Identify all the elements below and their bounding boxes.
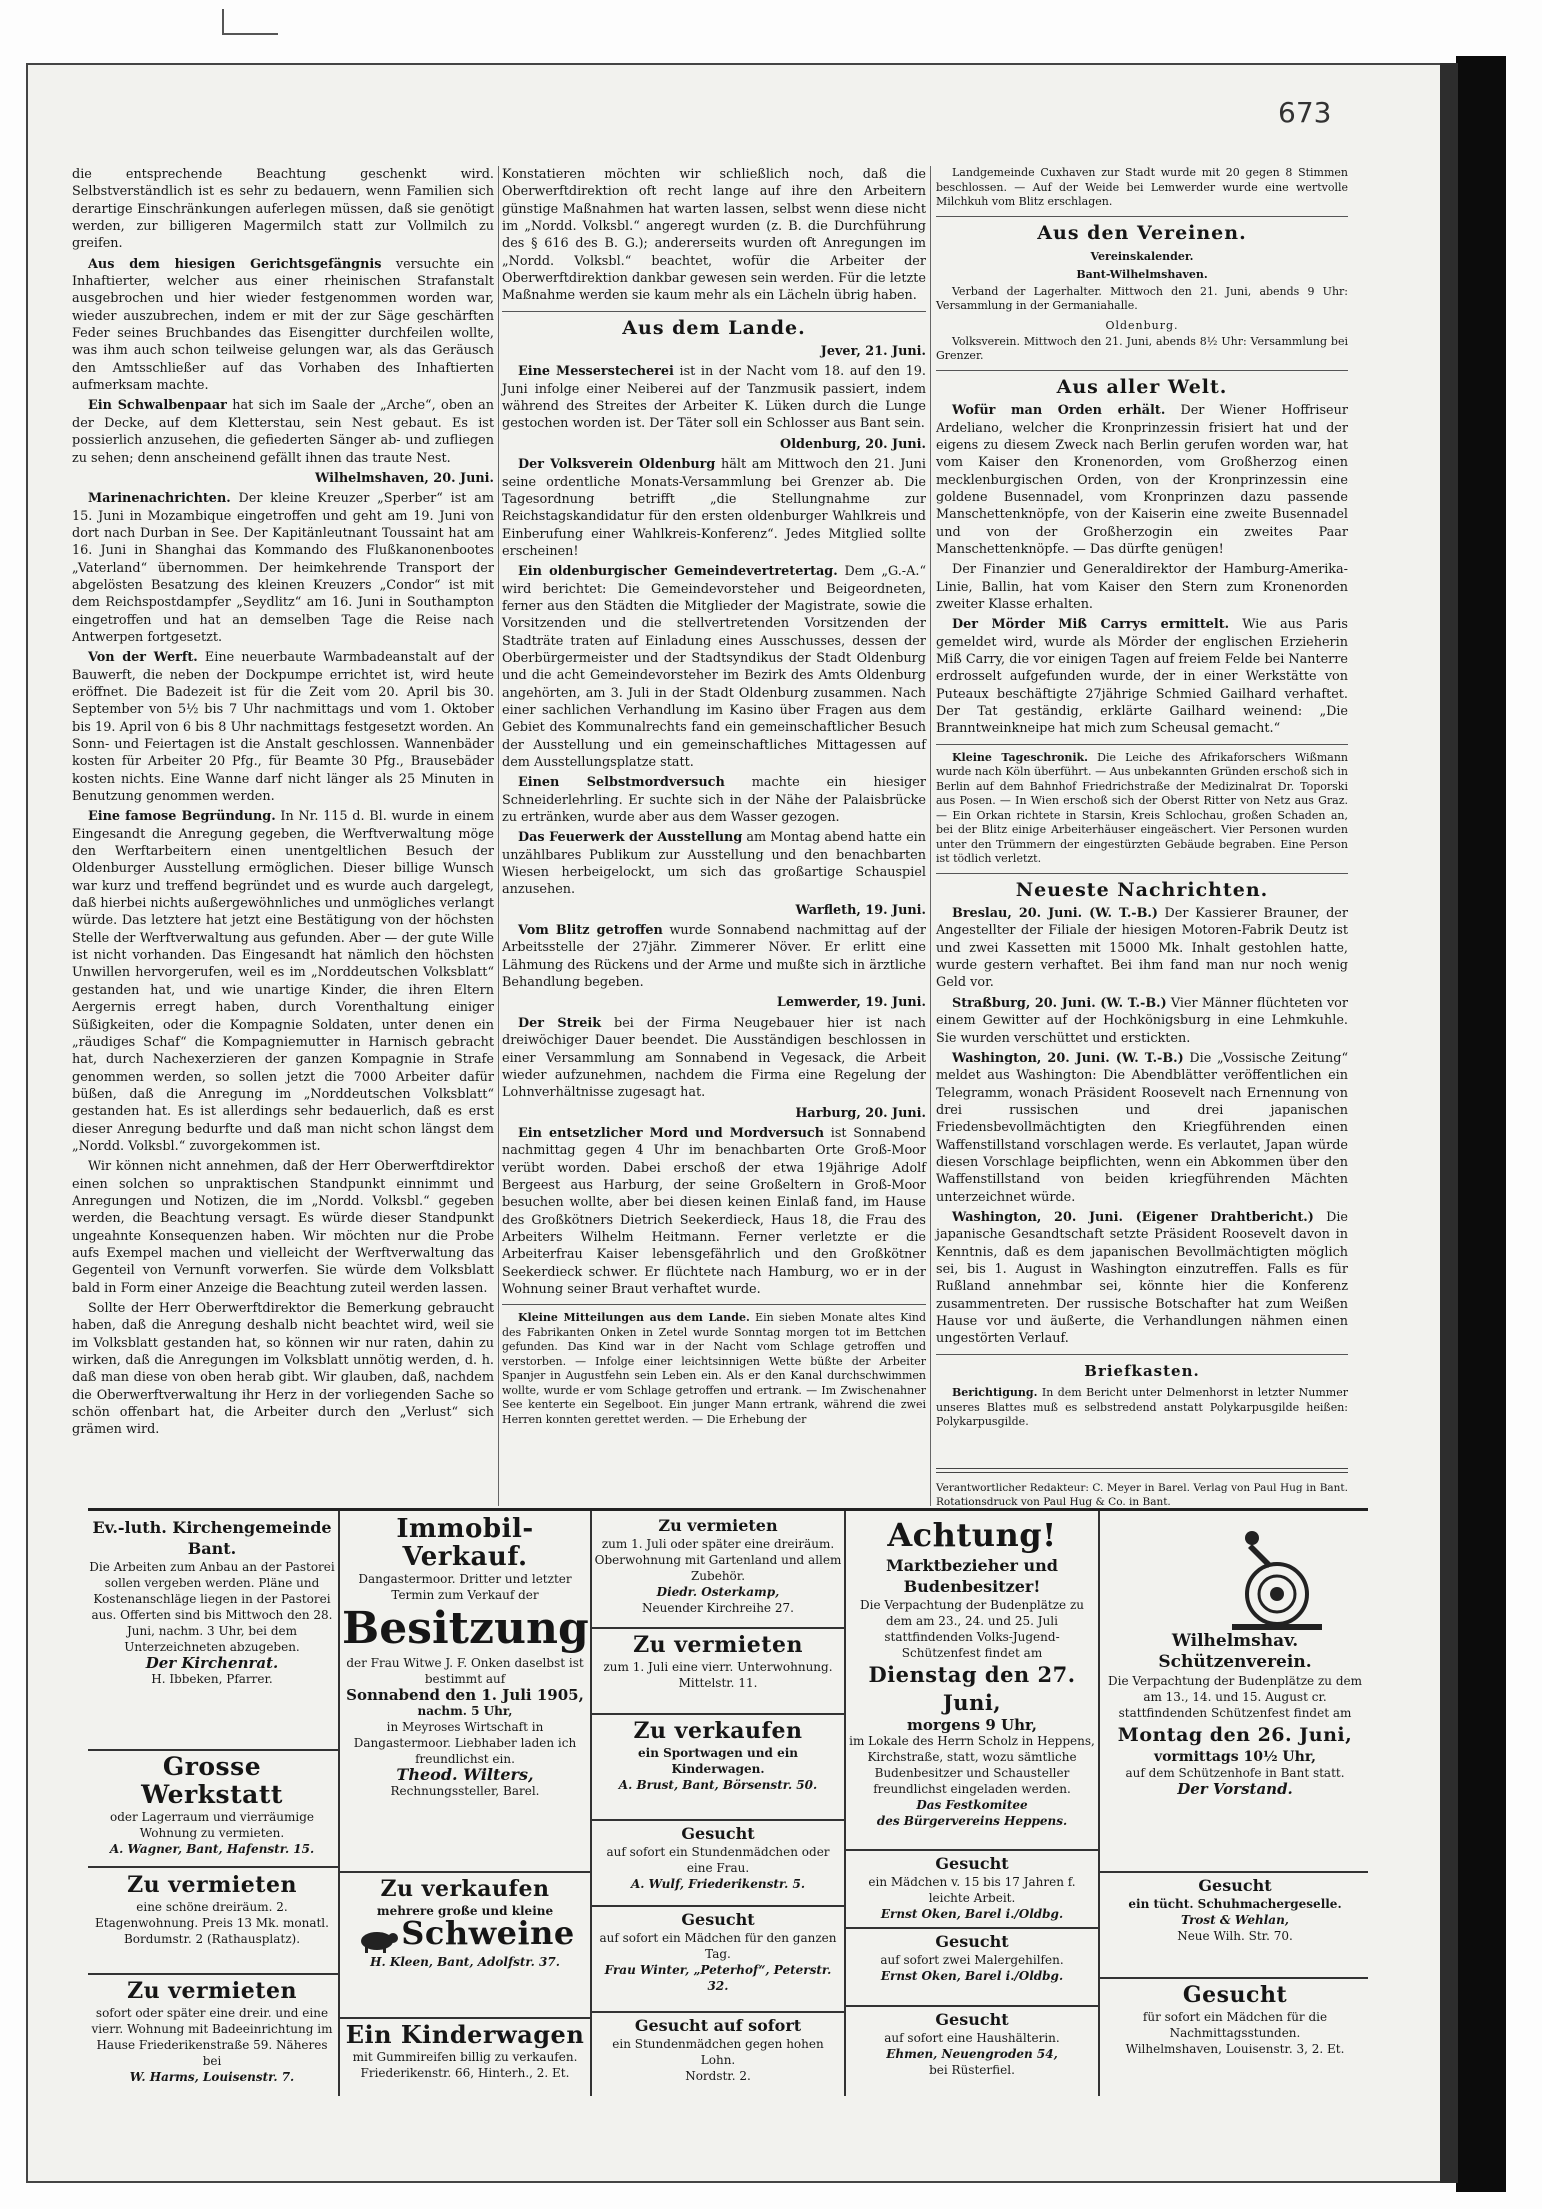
article-famos: Eine famose Begründung. In Nr. 115 d. Bl. wurde in einem Eingesandt die Anregung gegeben, die Werftverwaltung möge den Werftarbeitern einen unentgeltlichen Besuch der Oldenburger Ausstellung ermöglichen. Dieser billige Wunsch war kurz und treffend begründet und es wurde auch dargelegt, daß hierbei nichts außergewöhnliches und unmögliches verlangt würde. Das letztere hat jetzt eine Bestätigung von der höchsten Stelle der Werftverwaltung aus gefunden. Aber — der gute Wille ist nicht vorhanden. Das Eingesandt hat nämlich den höchsten Unwillen hervorgerufen, weil es im „Norddeutschen Volksblatt“ gestanden hat, und wie unartige Kinder, die ihren Eltern Aergernis erregt haben, durch Vorenthaltung einiger Süßigkeiten, oder die Kompagnie Soldaten, unter denen ein „räudiges Schaf“ die Kompagniemutter in Harnisch gebracht hat, durch Nachexerzieren der ganzen Kompagnie in Strafe genommen werden, so sollen jetzt die 7000 Arbeiter dafür büßen, daß die Anregung im „Norddeutschen Volksblatt“ gestanden hat. Es ist allerdings sehr bedauerlich, daß es erst dieser Anregung bedurfte und daß man nicht schon längst dem „Nordd. Volksbl.“ zuvorgekommen ist. bbox=[72, 809, 495, 1154]
ad-divider bbox=[1100, 1977, 1368, 1979]
ad-immobil-verkauf: Immobil-Verkauf. Dangastermoor. Dritter und letzter Termin zum Verkauf der Besitzung der Frau Witwe J. F. Onken daselbst ist bestimmt auf Sonnabend den 1. Juli 1905, nachm. 5 Uhr, in Meyroses Wirtschaft in Dangastermoor. Liebhaber laden ich freundlichst ein. Theod. Wilters, Rechnungssteller, Barel. bbox=[342, 1514, 589, 1798]
ad-vermieten-4: Zu vermieten zum 1. Juli eine vierr. Unterwohnung. Mittelstr. 11. bbox=[603, 1632, 833, 1690]
ad-divider bbox=[846, 2005, 1098, 2007]
ad-divider bbox=[846, 1849, 1098, 1851]
article-kleine-mitteilungen: Kleine Mitteilungen aus dem Lande. Ein sieben Monate altes Kind des Fabrikanten Onken in Zetel wurde Sonntag morgen tot im Bettchen gefunden. Das Kind war in der Nacht vom Schlage getroffen und verstorben. — Infolge einer leichtsinnigen Wette büßte der Arbeiter Spanjer in Augustfehn sein Leben ein. Als er den Kanal durchschwimmen wollte, wurde er vom Schlage getroffen und ertrank. — Im Zwischenahner See kenterte ein Segelboot. Ein junger Mann ertrank, während die zwei Herren konnten gerettet werden. — Die Erhebung der bbox=[502, 1311, 926, 1426]
article-strassburg: Straßburg, 20. Juni. (W. T.-B.) Vier Männer flüchteten vor einem Gewitter auf der Hochkönigsburg in eine Lehmkuhle. Sie wurden verschüttet und erstickten. bbox=[936, 995, 1348, 1046]
dateline: Warfleth, 19. Juni. bbox=[795, 902, 926, 918]
section-heading: Aus aller Welt. bbox=[1056, 375, 1228, 398]
ad-vermieten-1: Zu vermieten eine schöne dreiräum. 2. Etagenwohnung. Preis 13 Mk. monatl. Bordumstr. 2 (Rathausplatz). bbox=[95, 1872, 329, 1946]
ad-vermieten-3: Zu vermieten zum 1. Juli oder später eine dreiräum. Oberwohnung mit Gartenland und allem Zubehör. Diedr. Osterkamp, Neuender Kirchreihe 27. bbox=[594, 1516, 842, 1615]
paragraph: Sollte der Herr Oberwerftdirektor die Bemerkung gebraucht haben, daß die Anregung deshalb nicht beachtet wird, weil sie im Volksblatt gestanden hat, so können wir nur raten, dahin zu wirken, daß die Anregungen im Volksblatt unnötig werden, d. h. daß man diese von oben herab gibt. Wir glauben, daß, nachdem die Oberwerftverwaltung ihr Herz in der vorliegenden Sache so schön offenbart hat, die Arbeiter durch den „Verlust“ sich grämen wird. bbox=[72, 1301, 494, 1438]
article-streik: Der Streik bei der Firma Neugebauer hier ist nach dreiwöchiger Dauer beendet. Die Ausständigen beschlossen in einer Versammlung am Sonnabend in Vegesack, die Arbeit wieder aufzunehmen, nachdem die Firma eine Regelung der Lohnverhältnisse zugesagt hat. bbox=[502, 1015, 926, 1101]
page-number: 673 bbox=[1278, 96, 1332, 129]
paragraph: Der Finanzier und Generaldirektor der Hamburg-Amerika-Linie, Ballin, hat vom Kaiser den Stern zum Kronenorden zweiter Klasse erhalten. bbox=[936, 562, 1348, 612]
article-washington-1: Washington, 20. Juni. (W. T.-B.) Die „Vossische Zeitung“ meldet aus Washington: Die Abendblätter veröffentlichen ein Telegramm, wonach Präsident Roosevelt nach Ernennung von drei russischen und drei japanischen Friedensbevollmächtigten den Kriegführenden einen Waffenstillstand vorschlagen werde. Es verlautet, Japan würde diesen Vorschlage beipflichten, wenn ein Abkommen über den Waffenstillstand von beiden kriegführenden Mächten unterzeichnet würde. bbox=[936, 1050, 1348, 1205]
ad-gesucht-2: Gesucht auf sofort ein Mädchen für den ganzen Tag. Frau Winter, „Peterhof“, Peterstr. 32. bbox=[599, 1910, 837, 1993]
section-heading: Aus den Vereinen. bbox=[1037, 221, 1247, 244]
ad-achtung: Achtung! Marktbezieher und Budenbesitzer! Die Verpachtung der Budenplätze zu dem am 23., 24. und 25. Juli stattfindenden Volks-Jugend-Schützenfest findet am Dienstag den 27. Juni, morgens 9 Uhr, im Lokale des Herrn Scholz in Heppens, Kirchstraße, statt, wozu sämtliche Budenbesitzer und Schausteller freundlichst eingeladen werden. Das Festkomitee des Bürgervereins Heppens. bbox=[849, 1516, 1095, 1828]
article-berichtigung: Berichtigung. In dem Bericht unter Delmenhorst in letzter Nummer unseres Blattes muß es selbstredend anstatt Polykarpusgilde heißen: Polykarpusgilde. bbox=[936, 1386, 1348, 1429]
article-volksverein: Der Volksverein Oldenburg hält am Mittwoch den 21. Juni seine ordentliche Monats-Versammlung bei Grenzer ab. Die Tagesordnung betrifft „die Stellungnahme zur Reichstagskandidatur für den ersten oldenburger Wahlkreis und Einberufung einer Wahlkreis-Konferenz“. Jedes Mitglied sollte erscheinen! bbox=[502, 457, 926, 559]
divider bbox=[502, 311, 926, 312]
pencil-mark bbox=[222, 9, 278, 35]
article-gemeinde: Ein oldenburgischer Gemeindevertretertag. Dem „G.-A.“ wird berichtet: Die Gemeindevorsteher und Beigeordneten, ferner aus den Städten die Mitglieder der Magistrate, sowie die Vorsitzenden und die stellvertretenden Vorsitzenden der Stadträte traten auf Einladung eines Ausschusses, dessen der Oberbürgermeister und der Stadtsyndikus der Stadt Oldenburg und die acht Gemeindevorsteher im Bezirk des Amts Oldenburg angehörten, am 3. Juli in der Stadt Oldenburg zusammen. Nach einer sachlichen Verhandlung im Kasino über Fragen aus dem Gebiet des Kommunalrechts fand ein gemeinschaftlicher Besuch der Ausstellung und ein gemeinschaftliches Mittagessen auf dem Ausstellungsplatze statt. bbox=[502, 564, 926, 770]
section-heading: Briefkasten. bbox=[1084, 1361, 1200, 1380]
ad-divider bbox=[88, 1973, 338, 1975]
dateline: Jever, 21. Juni. bbox=[820, 344, 926, 360]
ad-gesucht-6: Gesucht auf sofort eine Haushälterin. Ehmen, Neuengroden 54, bei Rüsterfiel. bbox=[884, 2010, 1060, 2077]
listing: Volksverein. Mittwoch den 21. Juni, abends 8½ Uhr: Versammlung bei Grenzer. bbox=[936, 334, 1348, 363]
divider bbox=[936, 744, 1348, 745]
divider bbox=[936, 873, 1348, 874]
ad-divider bbox=[88, 1866, 338, 1868]
ad-gesucht-8: Gesucht für sofort ein Mädchen für die Nachmittagsstunden. Wilhelmshaven, Louisenstr. 3, 2. Et. bbox=[1125, 1982, 1345, 2056]
ad-divider bbox=[88, 1749, 338, 1751]
divider bbox=[936, 1354, 1348, 1355]
column-rule bbox=[498, 166, 499, 1506]
ad-kinderwagen: Ein Kinderwagen mit Gummireifen billig zu verkaufen. Friederikenstr. 66, Hinterh., 2. Et. bbox=[345, 2020, 585, 2080]
page-shadow bbox=[1440, 63, 1458, 2183]
ad-gesucht-4: Gesucht ein Mädchen v. 15 bis 17 Jahren f. leichte Arbeit. Ernst Oken, Barel i./Oldbg. bbox=[868, 1854, 1076, 1921]
dateline: Oldenburg, 20. Juni. bbox=[780, 436, 926, 452]
ad-gesucht-7: Gesucht ein tücht. Schuhmachergeselle. Trost & Wehlan, Neue Wilh. Str. 70. bbox=[1128, 1876, 1342, 1943]
ad-divider bbox=[592, 1819, 844, 1821]
ad-divider bbox=[340, 1871, 590, 1873]
paragraph: Wir können nicht annehmen, daß der Herr Oberwerftdirektor einen solchen so unpraktischen Standpunkt einnimmt und Anregungen und Notizen, die im „Nordd. Volksbl.“ gegeben werden, die Beachtung versagt. Es würde dieser Standpunkt ungeahnte Konsequenzen haben. Wir möchten nur die Probe aufs Exempel machen und vielleicht der Werftverwaltung das Gegenteil von Vernunft vorwerfen. Sie würde dem Volksblatt bald in Form einer Anzeige die Beachtung zuteil werden lassen. bbox=[72, 1159, 494, 1296]
section-heading: Neueste Nachrichten. bbox=[1015, 878, 1269, 901]
ad-divider bbox=[592, 1627, 844, 1629]
column-1 bbox=[72, 166, 494, 1442]
column-rule bbox=[930, 166, 931, 1506]
ad-divider bbox=[846, 1927, 1098, 1929]
ad-divider bbox=[592, 2011, 844, 2013]
divider bbox=[502, 1304, 926, 1305]
ad-divider bbox=[592, 1905, 844, 1907]
advertisements bbox=[88, 1508, 1368, 2096]
dateline: Harburg, 20. Juni. bbox=[795, 1105, 926, 1121]
article-schwalben: Ein Schwalbenpaar hat sich im Saale der „Arche“, oben an der Decke, auf dem Kletterstau, sein Nest gebaut. Es ist possierlich anzusehen, die gefiederten Sänger ab- und zufliegen zu sehen; denn anscheinend gefällt ihnen das traute Nest. bbox=[72, 398, 494, 466]
paragraph: Landgemeinde Cuxhaven zur Stadt wurde mit 20 gegen 8 Stimmen beschlossen. — Auf der Weide bei Lemwerder wurde eine wertvolle Milchkuh vom Blitz erschlagen. bbox=[936, 166, 1348, 208]
ad-divider bbox=[1100, 1871, 1368, 1873]
ad-divider bbox=[340, 2017, 590, 2019]
article-marine: Marinenachrichten. Der kleine Kreuzer „Sperber“ ist am 15. Juni in Mozambique eingetroffen und geht am 19. Juni von dort nach Durban in See. Der Kapitänleutnant Toussaint hat am 16. Juni in Shanghai das Kommando des Flußkanonenbootes „Vaterland“ übernommen. Der heimkehrende Transport der abgelösten Besatzung des kleinen Kreuzers „Condor“ ist mit dem Reichspostdampfer „Seydlitz“ am 16. Juni in Southampton eingetroffen und hat an demselben Tage die Reise nach Antwerpen fortgesetzt. bbox=[72, 491, 494, 645]
article-messer: Eine Messerstecherei ist in der Nacht vom 18. auf den 19. Juni infolge einer Neiberei auf der Tanzmusik passiert, indem während des Streites der Arbeiter K. Lüken durch die Lunge gestochen worden ist. Der Täter soll ein Schlosser aus Bant sein. bbox=[502, 364, 926, 432]
listing: Verband der Lagerhalter. Mittwoch den 21. Juni, abends 9 Uhr: Versammlung in der Germaniahalle. bbox=[936, 284, 1348, 313]
ad-werkstatt: Grosse Werkstatt oder Lagerraum und vierräumige Wohnung zu vermieten. A. Wagner, Bant, Hafenstr. 15. bbox=[109, 1752, 315, 1856]
ad-gesucht-3: Gesucht auf sofort ein Stundenmädchen gegen hohen Lohn. Nordstr. 2. bbox=[612, 2016, 824, 2083]
article-selbstmord: Einen Selbstmordversuch machte ein hiesiger Schneiderlehrling. Er suchte sich in der Nähe der Palaisbrücke zu ertränken, wurde aber aus dem Wasser gezogen. bbox=[502, 775, 926, 826]
subheading: Vereinskalender. bbox=[1090, 249, 1194, 263]
divider bbox=[936, 216, 1348, 217]
section-heading: Aus dem Lande. bbox=[622, 316, 806, 339]
subheading: Bant-Wilhelmshaven. bbox=[1076, 268, 1208, 282]
divider bbox=[936, 1468, 1348, 1473]
article-werft: Von der Werft. Eine neuerbaute Warmbadeanstalt auf der Bauwerft, die neben der Dockpumpe errichtet ist, wird heute eröffnet. Die Badezeit ist für die Zeit vom 20. April bis 30. September von 5½ bis 7 Uhr nachmittags und vom 1. Oktober bis 19. April von 6 bis 8 Uhr nachmittags festgesetzt worden. An Sonn- und Feiertagen ist die Anstalt geschlossen. Wannenbäder kosten für Arbeiter 20 Pfg., für Beamte 30 Pfg., Brausebäder kosten nichts. Eine Wanne darf nicht länger als 25 Minuten in Benutzung genommen werden. bbox=[72, 650, 495, 805]
ad-schuetzenverein: Wilhelmshav. Schützenverein. Die Verpachtung der Budenplätze zu dem am 13., 14. und 15. August cr. stattfindenden Schützenfest findet am Montag den 26. Juni, vormittags 10½ Uhr, auf dem Schützenhofe in Bant statt. Der Vorstand. bbox=[1108, 1631, 1362, 1798]
ad-verkaufen-2: Zu verkaufen ein Sportwagen und ein Kinderwagen. A. Brust, Bant, Börsenstr. 50. bbox=[618, 1718, 818, 1792]
ad-gesucht-1: Gesucht auf sofort ein Stundenmädchen oder eine Frau. A. Wulf, Friederikenstr. 5. bbox=[606, 1824, 830, 1891]
subheading: Oldenburg. bbox=[1105, 318, 1179, 332]
imprint: Verantwortlicher Redakteur: C. Meyer in Barel. Verlag von Paul Hug in Bant. Rotationsdruck von Paul Hug & Co. in Bant. bbox=[936, 1460, 1348, 1509]
ad-gesucht-5: Gesucht auf sofort zwei Malergehilfen. Ernst Oken, Barel i./Oldbg. bbox=[880, 1932, 1064, 1983]
divider bbox=[936, 370, 1348, 371]
column-2 bbox=[502, 166, 926, 1430]
article-blitz: Vom Blitz getroffen wurde Sonnabend nachmittag auf der Arbeitsstelle der 27jähr. Zimmerer Növer. Er erlitt eine Lähmung des Rückens und der Arme und mußte sich in ärztliche Behandlung begeben. bbox=[502, 923, 926, 991]
column-3 bbox=[936, 166, 1348, 1433]
ad-schweine: Zu verkaufen mehrere große und kleine Schweine H. Kleen, Bant, Adolfstr. 37. bbox=[342, 1875, 588, 2015]
ad-kirchengemeinde: Ev.-luth. Kirchengemeinde Bant. Die Arbeiten zum Anbau an der Pastorei sollen vergeben werden. Pläne und Kostenanschläge liegen in der Pastorei aus. Offerten sind bis Mittwoch den 28. Juni, nachm. 3 Uhr, bei dem Unterzeichneten abzugeben. Der Kirchenrat. H. Ibbeken, Pfarrer. bbox=[89, 1518, 335, 1686]
article-gefaengnis: Aus dem hiesigen Gerichtsgefängnis versuchte ein Inhaftierter, welcher aus einer rheinischen Strafanstalt ausgebrochen und hier wieder festgenommen worden war, wieder auszubrechen, indem er mit der zur Säge geschärften Feder seines Bruchbandes das Eisengitter durchfeilen wollte, was ihm auch schon teilweise gelungen war, als das Geräusch den Amtsschließer auf das Vorhaben des Inhaftierten aufmerksam machte. bbox=[72, 256, 494, 394]
ad-divider bbox=[844, 1511, 846, 2096]
shooter-emblem-icon bbox=[1222, 1524, 1332, 1634]
article-orden: Wofür man Orden erhält. Der Wiener Hoffriseur Ardeliano, welcher die Kronprinzessin frisiert hat und der eigens zu diesem Zweck nach Berlin gerufen worden war, hat vom Kaiser den Kronenorden, vom Großherzog einen mecklenburgischen Orden, von der Kronprinzessin eine goldene Busennadel, vom Kronprinzen dazu passende Manschettenknöpfe, von der Kaiserin eine zweite Busennadel und von der Großherzogin ein zweites Paar Manschettenknöpfe. — Das dürfte genügen! bbox=[936, 403, 1348, 557]
ad-divider bbox=[592, 1713, 844, 1715]
dateline: Wilhelmshaven, 20. Juni. bbox=[314, 470, 494, 486]
article-feuerwerk: Das Feuerwerk der Ausstellung am Montag abend hatte ein unzählbares Publikum zur Ausstellung und den benachbarten Wiesen herbeigelockt, um sich das großartige Schauspiel anzusehen. bbox=[502, 830, 926, 898]
article-carry: Der Mörder Miß Carrys ermittelt. Wie aus Paris gemeldet wird, wurde als Mörder der englischen Erzieherin Miß Carry, die vor einigen Tagen auf freiem Felde bei Nanterre erdrosselt aufgefunden wurde, der in einer Werkstätte von Puteaux beschäftigte 27jährige Schmied Gailhard verhaftet. Der Tat geständig, erklärte Gailhard weinend: „Die Branntweinkneipe hat mich zum Scheusal gemacht.“ bbox=[936, 617, 1348, 737]
pig-icon bbox=[355, 1928, 401, 1954]
ad-divider bbox=[338, 1511, 340, 2096]
article-tageschronik: Kleine Tageschronik. Die Leiche des Afrikaforschers Wißmann wurde nach Köln überführt. — Aus unbekannten Gründen erschoß sich in Berlin auf dem Bahnhof Friedrichstraße der Medizinalrat Dr. Toporski aus Posen. — In Wien erschoß sich der Oberst Ritter von Netz aus Graz. — Ein Orkan richtete in Starsin, Kreis Schlochau, großen Schaden an, bei der Blitz einige Arbeiterhäuser eingeäschert. Vier Personen wurden unter den Trümmern der eingestürzten Gebäude begraben. Eine Person ist tödlich verletzt. bbox=[936, 750, 1349, 866]
paragraph: die entsprechende Beachtung geschenkt wird. Selbstverständlich ist es sehr zu bedauern, wenn Familien sich derartige Einschränkungen auferlegen müssen, daß sie genötigt werden, zur billigeren Magermilch statt zur Vollmilch zu greifen. bbox=[72, 167, 494, 252]
ad-vermieten-2: Zu vermieten sofort oder später eine dreir. und eine vierr. Wohnung mit Badeeinrichtung im Hause Friederikenstraße 59. Näheres bei W. Harms, Louisenstr. 7. bbox=[91, 1978, 333, 2084]
article-mord: Ein entsetzlicher Mord und Mordversuch ist Sonnabend nachmittag gegen 4 Uhr im benachbarten Orte Groß-Moor verübt worden. Dabei erschoß der etwa 19jährige Adolf Bergeest aus Harburg, der seine Großeltern in Groß-Moor besuchen wollte, aber bei diesen keinen Einlaß fand, im Hause des Großkötners Dietrich Seekerdieck, Haus 18, die Frau des Arbeiters Wilhelm Heitmann. Ferner verletzte er die Arbeiterfrau Kaiser lebensgefährlich und den Großkötner Seekerdieck schwer. Er flüchtete nach Hamburg, wo er in der Wohnung seiner Braut verhaftet wurde. bbox=[502, 1125, 926, 1297]
binding-edge bbox=[1456, 56, 1506, 2192]
dateline: Lemwerder, 19. Juni. bbox=[776, 995, 926, 1011]
article-washington-2: Washington, 20. Juni. (Eigener Drahtbericht.) Die japanische Gesandtschaft setzte Präsident Roosevelt davon in Kenntnis, daß es dem japanischen Bevollmächtigten möglich sei, bis 1. August in Washington einzutreffen. Falls es für Rußland annehmbar sei, könnte hier die Konferenz zusammentreten. Der russische Botschafter hat zum Weißen Hause vor und äußerte, die Verhandlungen nähmen einen ungestörten Verlauf. bbox=[936, 1209, 1348, 1347]
article-breslau: Breslau, 20. Juni. (W. T.-B.) Der Kassierer Brauner, der Angestellter der Filiale der hiesigen Motoren-Fabrik Deutz ist und zwei Kassetten mit 15000 Mk. Inhalt gestohlen hatte, wurde gestern verhaftet. Bei ihm fand man nur noch wenig Geld vor. bbox=[936, 906, 1348, 991]
ad-divider bbox=[590, 1511, 592, 2096]
ad-divider bbox=[1098, 1511, 1100, 2096]
paragraph: Konstatieren möchten wir schließlich noch, daß die Oberwerftdirektion oft recht lange auf ihre den Arbeitern günstige Maßnahmen hat warten lassen, selbst wenn diese nicht im „Nordd. Volksbl.“ angeregt wurden (z. B. die Durchführung des § 616 des B. G.); andererseits wurden oft Anregungen im „Nordd. Volksbl.“ beachtet, wofür die Arbeiter der Oberwerftdirektion dankbar gewesen sein werden. Für die letzte Maßnahme werden sie kaum mehr als ein Lächeln übrig haben. bbox=[502, 167, 926, 304]
